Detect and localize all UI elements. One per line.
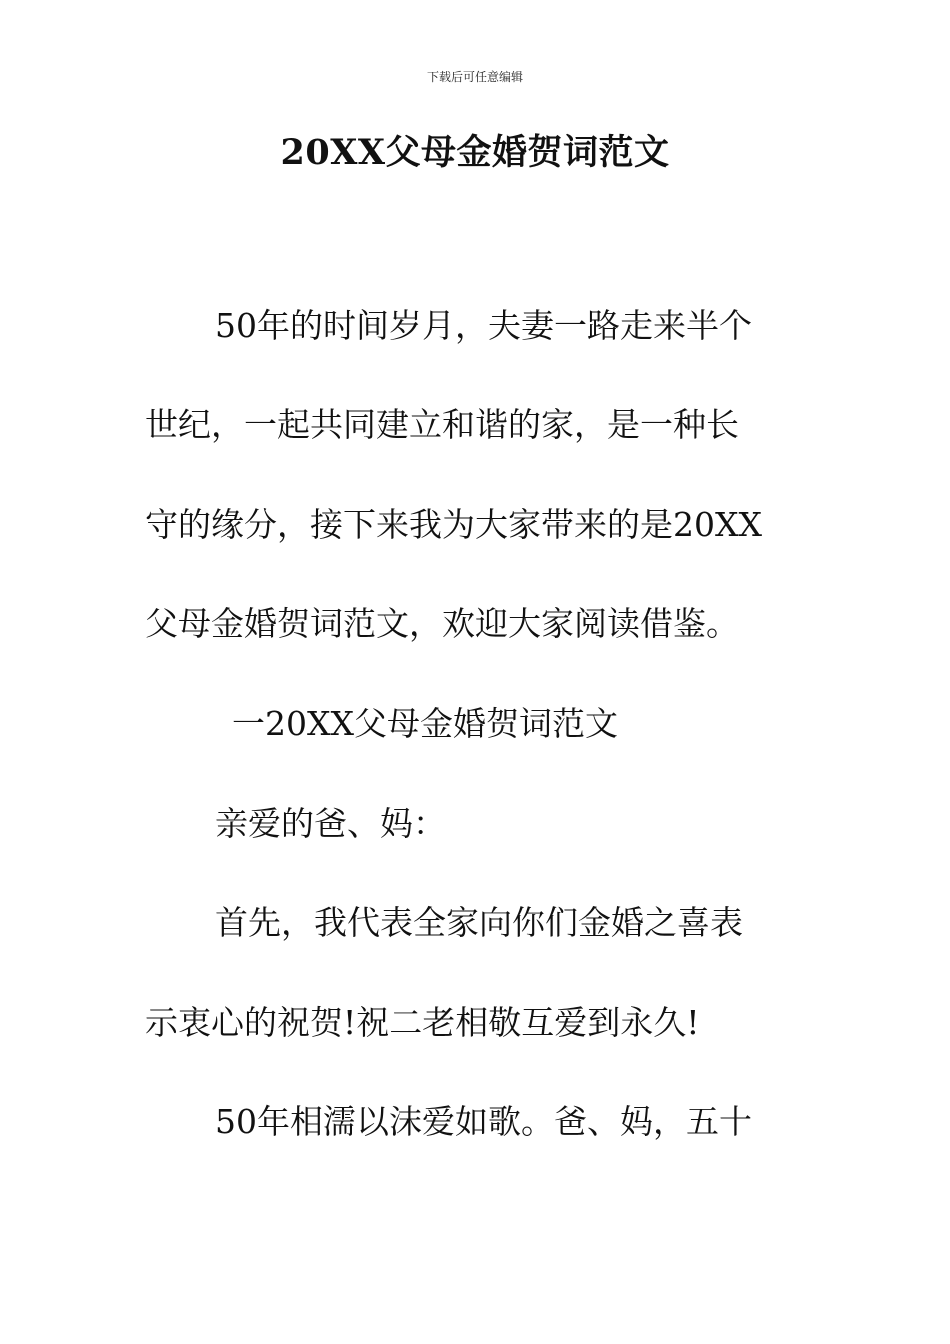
body-line-1: 50年的时间岁月，夫妻一路走来半个 <box>215 306 752 345</box>
document-title: 20XX父母金婚贺词范文 <box>280 132 670 173</box>
body-line-6: 示衷心的祝贺!祝二老相敬互爱到永久! <box>145 1003 700 1042</box>
body-line-4: 父母金婚贺词范文，欢迎大家阅读借鉴。 <box>145 604 739 643</box>
salutation: 亲爱的爸、妈： <box>215 804 446 843</box>
body-line-5: 首先，我代表全家向你们金婚之喜表 <box>215 903 743 942</box>
header-note: 下载后可任意编辑 <box>426 70 523 84</box>
body-line-7: 50年相濡以沫爱如歌。爸、妈，五十 <box>215 1102 752 1141</box>
body-line-2: 世纪，一起共同建立和谐的家，是一种长 <box>145 405 739 444</box>
section-heading: 一20XX父母金婚贺词范文 <box>232 704 618 743</box>
body-line-3: 守的缘分，接下来我为大家带来的是20XX <box>145 505 762 544</box>
